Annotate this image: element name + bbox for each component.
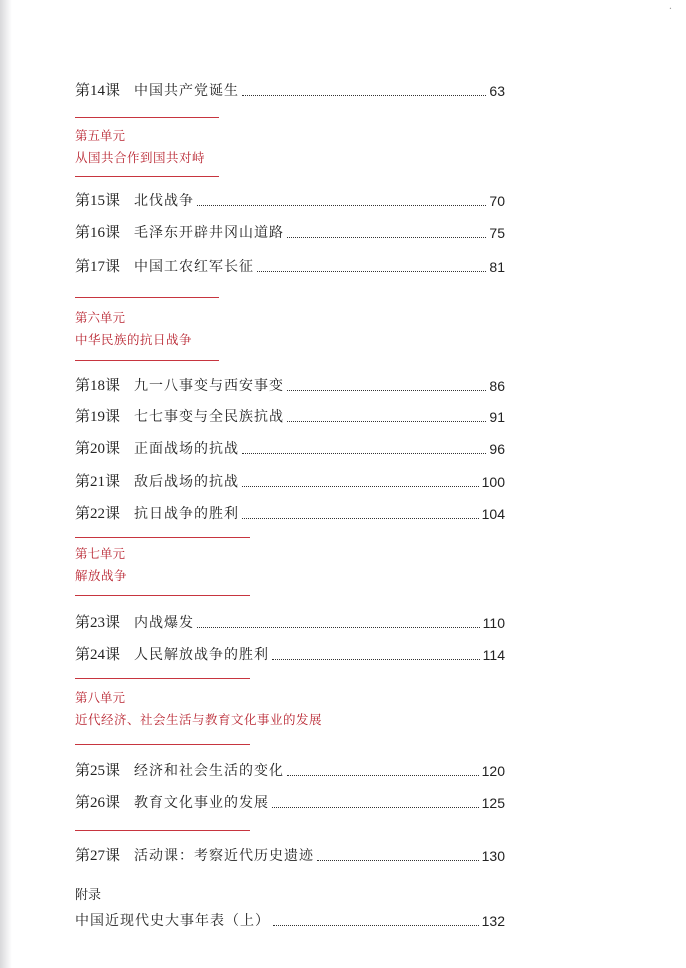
page-number: 75 — [489, 225, 505, 241]
page-number: 86 — [489, 378, 505, 394]
lesson-number: 第20课 — [75, 441, 121, 457]
lesson-number: 第19课 — [75, 409, 121, 425]
toc-entry-lesson-16[interactable] — [75, 218, 505, 242]
toc-entry-lesson-14[interactable] — [75, 76, 505, 100]
lesson-number: 第23课 — [75, 615, 121, 631]
lesson-title: 人民解放战争的胜利 — [134, 647, 270, 663]
unit-title: 中华民族的抗日战争 — [75, 332, 193, 347]
unit-label: 第七单元 — [75, 546, 126, 561]
page-number: 81 — [489, 259, 505, 275]
page-number: 100 — [481, 474, 505, 490]
lesson-title: 抗日战争的胜利 — [134, 506, 240, 522]
dot-leader — [272, 658, 480, 660]
page-number: 110 — [482, 615, 505, 631]
page-binding-edge — [0, 0, 12, 968]
lesson-number: 第26课 — [75, 795, 121, 811]
dot-leader — [197, 204, 486, 206]
lesson-number: 第27课 — [75, 848, 121, 864]
unit-label: 第六单元 — [75, 310, 126, 325]
dot-leader — [287, 420, 486, 422]
lesson-number: 第24课 — [75, 647, 121, 663]
unit-title: 从国共合作到国共对峙 — [75, 150, 206, 165]
dot-leader — [272, 806, 479, 808]
lesson-number: 第14课 — [75, 83, 121, 99]
lesson-number: 第18课 — [75, 378, 121, 394]
lesson-number: 第16课 — [75, 225, 121, 241]
dot-leader — [317, 859, 479, 861]
dot-leader — [273, 924, 479, 926]
dot-leader — [257, 270, 486, 272]
unit-title: 近代经济、社会生活与教育文化事业的发展 — [75, 712, 323, 727]
lesson-number: 第17课 — [75, 259, 121, 275]
divider-rule — [75, 360, 219, 361]
lesson-title: 七七事变与全民族抗战 — [134, 409, 285, 425]
page-number: 63 — [489, 83, 505, 99]
lesson-title: 毛泽东开辟井冈山道路 — [134, 225, 285, 241]
corner-mark: · — [668, 4, 672, 15]
toc-entry-lesson-25[interactable] — [75, 756, 505, 780]
dot-leader — [242, 94, 486, 96]
lesson-number: 第22课 — [75, 506, 121, 522]
lesson-number: 第21课 — [75, 474, 121, 490]
dot-leader — [242, 452, 486, 454]
unit-heading-8 — [75, 690, 322, 728]
dot-leader — [287, 236, 486, 238]
page-number: 104 — [481, 506, 505, 522]
dot-leader — [287, 774, 479, 776]
unit-title: 解放战争 — [75, 568, 128, 583]
divider-rule — [75, 297, 219, 298]
lesson-title: 活动课：考察近代历史遗迹 — [134, 848, 315, 864]
toc-entry-lesson-20[interactable] — [75, 434, 505, 458]
page-number: 120 — [481, 763, 505, 779]
toc-entry-lesson-15[interactable] — [75, 186, 505, 210]
lesson-title: 北伐战争 — [134, 193, 195, 209]
toc-entry-lesson-19[interactable] — [75, 402, 505, 426]
page-number: 114 — [482, 647, 505, 663]
lesson-number: 第25课 — [75, 763, 121, 779]
appendix-label: 附录 — [75, 888, 102, 903]
page-number: 70 — [489, 193, 505, 209]
lesson-title: 正面战场的抗战 — [134, 441, 240, 457]
divider-rule — [75, 537, 250, 538]
page-number: 130 — [481, 848, 505, 864]
unit-heading-7 — [75, 546, 127, 584]
appendix-title: 中国近现代史大事年表（上） — [75, 913, 270, 929]
dot-leader — [242, 485, 479, 487]
divider-rule — [75, 830, 250, 831]
dot-leader — [287, 389, 486, 391]
lesson-title: 教育文化事业的发展 — [134, 795, 270, 811]
toc-entry-lesson-18[interactable] — [75, 371, 505, 395]
lesson-title: 中国工农红军长征 — [134, 259, 255, 275]
toc-entry-lesson-27[interactable] — [75, 841, 505, 865]
divider-rule — [75, 117, 219, 118]
toc-entry-lesson-17[interactable] — [75, 252, 505, 276]
toc-entry-lesson-23[interactable] — [75, 608, 505, 632]
toc-entry-lesson-22[interactable] — [75, 499, 505, 523]
divider-rule — [75, 176, 219, 177]
toc-entry-appendix[interactable] — [75, 906, 505, 930]
dot-leader — [242, 517, 479, 519]
lesson-title: 内战爆发 — [134, 615, 195, 631]
divider-rule — [75, 744, 250, 745]
lesson-title: 九一八事变与西安事变 — [134, 378, 285, 394]
toc-entry-lesson-26[interactable] — [75, 788, 505, 812]
lesson-number: 第15课 — [75, 193, 121, 209]
divider-rule — [75, 678, 250, 679]
toc-entry-lesson-24[interactable] — [75, 640, 505, 664]
unit-heading-6 — [75, 310, 192, 348]
lesson-title: 经济和社会生活的变化 — [134, 763, 285, 779]
page-number: 91 — [489, 409, 505, 425]
dot-leader — [197, 626, 480, 628]
unit-label: 第五单元 — [75, 128, 126, 143]
page-number: 125 — [481, 795, 505, 811]
page-number: 96 — [489, 441, 505, 457]
lesson-title: 敌后战场的抗战 — [134, 474, 240, 490]
unit-label: 第八单元 — [75, 690, 126, 705]
unit-heading-5 — [75, 128, 205, 166]
toc-entry-lesson-21[interactable] — [75, 467, 505, 491]
page-number: 132 — [481, 913, 505, 929]
divider-rule — [75, 595, 250, 596]
lesson-title: 中国共产党诞生 — [134, 83, 240, 99]
